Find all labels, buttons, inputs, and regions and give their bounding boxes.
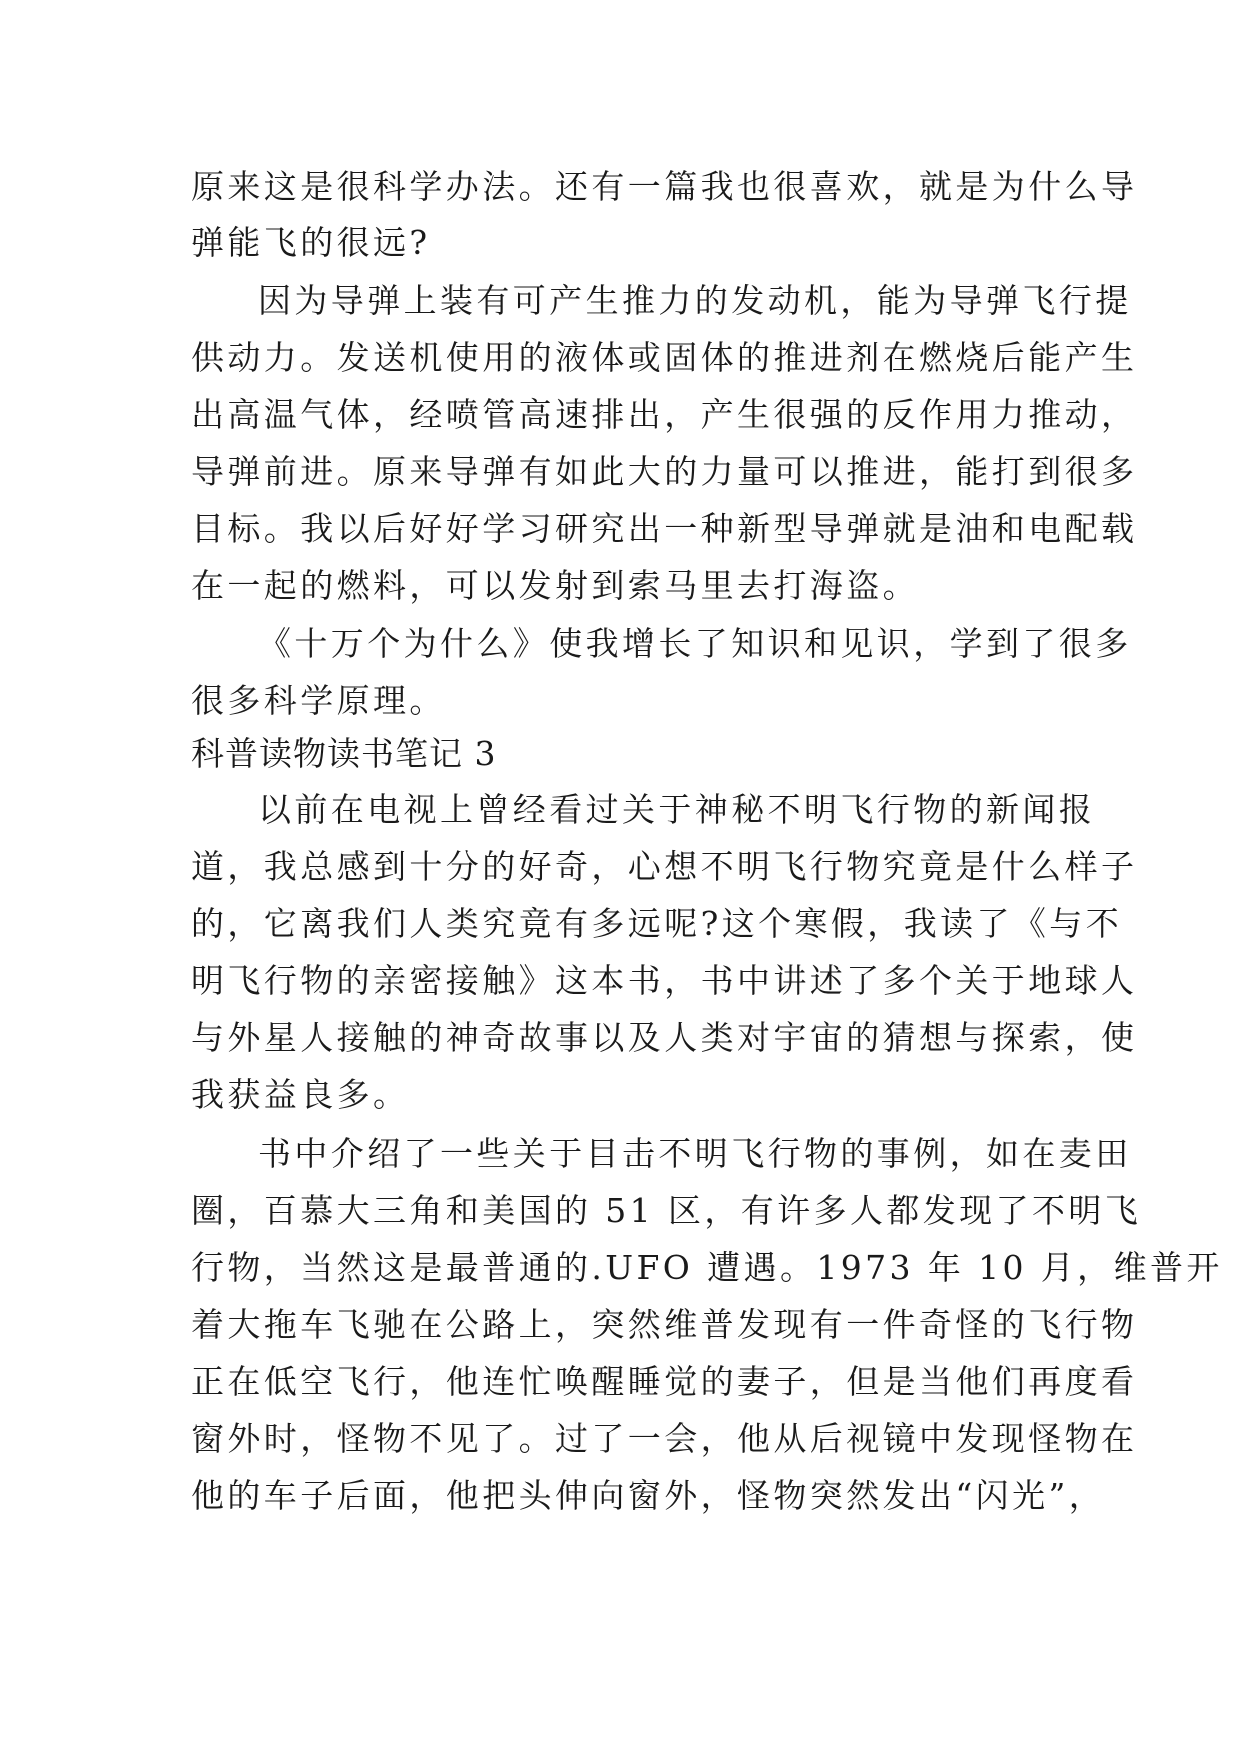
paragraph-line: 明飞行物的亲密接触》这本书，书中讲述了多个关于地球人 [191, 961, 1138, 1000]
paragraph-line: 弹能飞的很远? [191, 223, 431, 262]
paragraph-line: 《十万个为什么》使我增长了知识和见识，学到了很多 [258, 624, 1132, 663]
paragraph-line: 与外星人接触的神奇故事以及人类对宇宙的猜想与探索，使 [191, 1018, 1138, 1057]
paragraph-line: 我获益良多。 [191, 1075, 410, 1114]
paragraph-line: 原来这是很科学办法。还有一篇我也很喜欢，就是为什么导 [191, 167, 1138, 206]
paragraph-line: 因为导弹上装有可产生推力的发动机，能为导弹飞行提 [258, 281, 1132, 320]
paragraph-line: 他的车子后面，他把头伸向窗外，怪物突然发出“闪光”， [191, 1476, 1106, 1515]
paragraph-line: 供动力。发送机使用的液体或固体的推进剂在燃烧后能产生 [191, 338, 1138, 377]
paragraph-line: 以前在电视上曾经看过关于神秘不明飞行物的新闻报 [258, 790, 1096, 829]
paragraph-line: 行物，当然这是最普通的.UFO 遭遇。1973 年 10 月，维普开 [191, 1248, 1223, 1287]
paragraph-line: 正在低空飞行，他连忙唤醒睡觉的妻子，但是当他们再度看 [191, 1362, 1138, 1401]
paragraph-line: 出高温气体，经喷管高速排出，产生很强的反作用力推动， [191, 395, 1138, 434]
paragraph-line: 在一起的燃料，可以发射到索马里去打海盗。 [191, 566, 919, 605]
paragraph-line: 导弹前进。原来导弹有如此大的力量可以推进，能打到很多 [191, 452, 1138, 491]
paragraph-line: 很多科学原理。 [191, 681, 446, 720]
paragraph-line: 书中介绍了一些关于目击不明飞行物的事例，如在麦田 [258, 1134, 1132, 1173]
section-heading: 科普读物读书笔记 3 [191, 734, 497, 773]
paragraph-line: 窗外时，怪物不见了。过了一会，他从后视镜中发现怪物在 [191, 1419, 1138, 1458]
paragraph-line: 着大拖车飞驰在公路上，突然维普发现有一件奇怪的飞行物 [191, 1305, 1138, 1344]
paragraph-line: 的，它离我们人类究竟有多远呢?这个寒假，我读了《与不 [191, 904, 1123, 943]
paragraph-line: 道，我总感到十分的好奇，心想不明飞行物究竟是什么样子 [191, 847, 1138, 886]
paragraph-line: 圈，百慕大三角和美国的 51 区，有许多人都发现了不明飞 [191, 1191, 1142, 1230]
paragraph-line: 目标。我以后好好学习研究出一种新型导弹就是油和电配载 [191, 509, 1138, 548]
